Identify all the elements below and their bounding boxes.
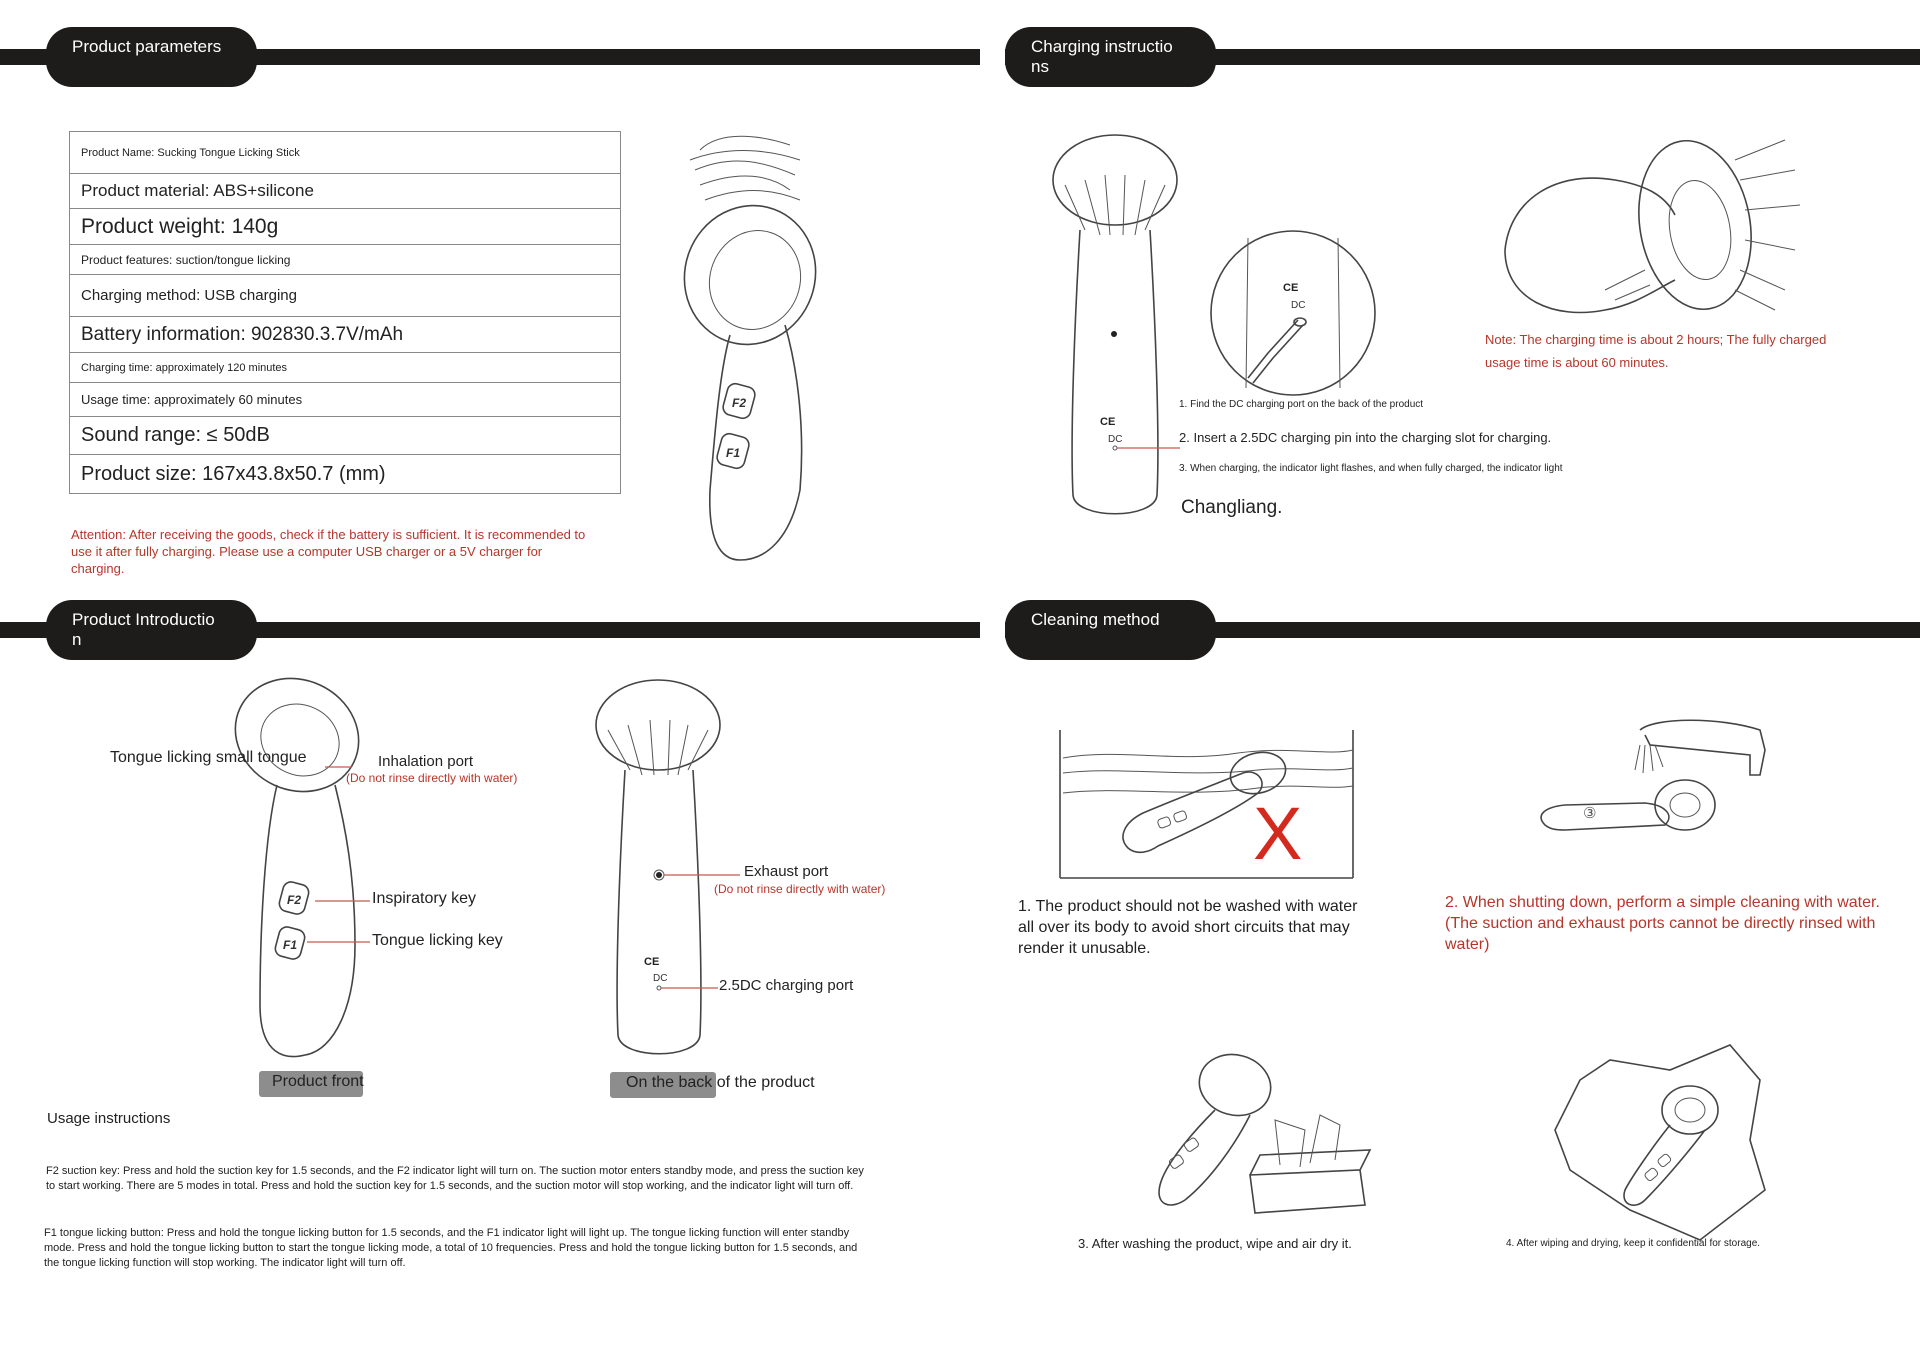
cleaning-step-1: 1. The product should not be washed with water all over its body to avoid short circuits that may render it unusable.: [1018, 898, 1358, 957]
cleaning-step-2-illustration: [1535, 715, 1775, 845]
param-row: Battery information: 902830.3.7V/mAh: [70, 317, 620, 353]
product-front-diagram: [225, 675, 365, 1075]
product-parameters-table: [69, 131, 621, 494]
section-title-product-introduction: Product Introductio n: [46, 600, 257, 660]
f1-key-label: F1: [726, 446, 741, 460]
param-row: Charging method: USB charging: [70, 275, 620, 317]
cleaning-step-2: 2. When shutting down, perform a simple cleaning with water. (The suction and exhaust ports cannot be directly rinsed with water): [1445, 894, 1880, 953]
ce-mark-zoom: CE: [1283, 282, 1299, 294]
usage-instructions-title: Usage instructions: [47, 1110, 171, 1127]
cleaning-step-1-illustration: [1058, 728, 1358, 878]
param-row: Product features: suction/tongue licking: [70, 245, 620, 275]
product-charging-illustration: [1495, 120, 1835, 360]
charging-note: Note: The charging time is about 2 hours; The fully charged usage time is about 60 minutes.: [1485, 332, 1827, 370]
usage-f1-text: F1 tongue licking button: Press and hold the tongue licking button for 1.5 seconds, and the F1 indicator light will light up. The tongue licking function will enter standby mode. Press and hold the tongue licking button to start the tongue licking mode, a total of 10 frequencies. Press and hold the tongue licking button for 1.5 seconds, and the tongue licking function will stop working. The indicator light will turn off.: [44, 1227, 858, 1269]
cleaning-x-mark: X: [1253, 792, 1303, 875]
usage-f2-text: F2 suction key: Press and hold the suction key for 1.5 seconds, and the F2 indicator light will turn on. The suction motor enters standby mode, and press the suction key to start working. There are 5 modes in total. Press and hold the suction key for 1.5 seconds, and the suction motor will stop working, and the indicator light will turn off.: [46, 1165, 864, 1192]
tongue-licking-key-label: Tongue licking key: [372, 932, 503, 949]
dc-port-zoom-circle: [1208, 228, 1378, 398]
inspiratory-key-label: Inspiratory key: [372, 890, 477, 907]
charging-step-3: 3. When charging, the indicator light flashes, and when fully charged, the indicator light: [1179, 463, 1563, 474]
product-front-label: Product front: [272, 1073, 364, 1090]
product-illustration-back-charging: [1045, 135, 1185, 525]
param-row: Product material: ABS+silicone: [70, 174, 620, 209]
param-row: Product size: 167x43.8x50.7 (mm): [81, 462, 386, 485]
ce-mark-back: CE: [644, 956, 660, 968]
attention-note: Attention: After receiving the goods, check if the battery is sufficient. It is recommended to use it after fully charging. Please use a computer USB charger or a 5V charger for charging.: [71, 527, 586, 576]
exhaust-port-label: Exhaust port: [744, 863, 829, 880]
ce-mark: CE: [1100, 416, 1116, 428]
charging-step-3-end: Changliang.: [1181, 497, 1283, 518]
cleaning-step-4: 4. After wiping and drying, keep it confidential for storage.: [1506, 1238, 1761, 1249]
param-row: Charging time: approximately 120 minutes: [70, 353, 620, 383]
exhaust-port-note: (Do not rinse directly with water): [714, 882, 886, 896]
cleaning-step-4-illustration: [1550, 1040, 1770, 1240]
cleaning-step-3-illustration: [1140, 1045, 1390, 1245]
f1-key-label-front: F1: [283, 938, 298, 952]
param-row: Sound range: ≤ 50dB: [70, 417, 620, 455]
charging-port-label: 2.5DC charging port: [719, 977, 854, 994]
param-row: Usage time: approximately 60 minutes: [70, 383, 620, 417]
cleaning-step-3: 3. After washing the product, wipe and air dry it.: [1078, 1236, 1352, 1251]
section-title-charging-instructions: Charging instructio ns: [1005, 27, 1216, 87]
exhaust-port-dot: [1111, 331, 1117, 337]
f2-key-label-front: F2: [287, 893, 302, 907]
product-back-label: On the back of the product: [626, 1074, 815, 1091]
inhalation-port-note: (Do not rinse directly with water): [346, 771, 518, 785]
product-illustration-front: [660, 130, 820, 570]
section-title-product-parameters: Product parameters: [46, 27, 257, 87]
circled-three-mark: ③: [1583, 804, 1597, 822]
charging-step-2: 2. Insert a 2.5DC charging pin into the charging slot for charging.: [1179, 430, 1552, 445]
f2-key-label: F2: [732, 396, 747, 410]
tongue-licking-label: Tongue licking small tongue: [110, 749, 307, 766]
dc-label-back: DC: [653, 973, 668, 984]
section-title-cleaning-method: Cleaning method: [1005, 600, 1216, 660]
inhalation-port-label: Inhalation port: [378, 753, 474, 770]
param-row: Product weight: 140g: [70, 209, 620, 245]
charging-step-1: 1. Find the DC charging port on the back of the product: [1179, 399, 1424, 410]
param-row: Product Name: Sucking Tongue Licking Stick: [70, 132, 620, 174]
dc-label-zoom: DC: [1291, 300, 1306, 311]
dc-label: DC: [1108, 434, 1123, 445]
